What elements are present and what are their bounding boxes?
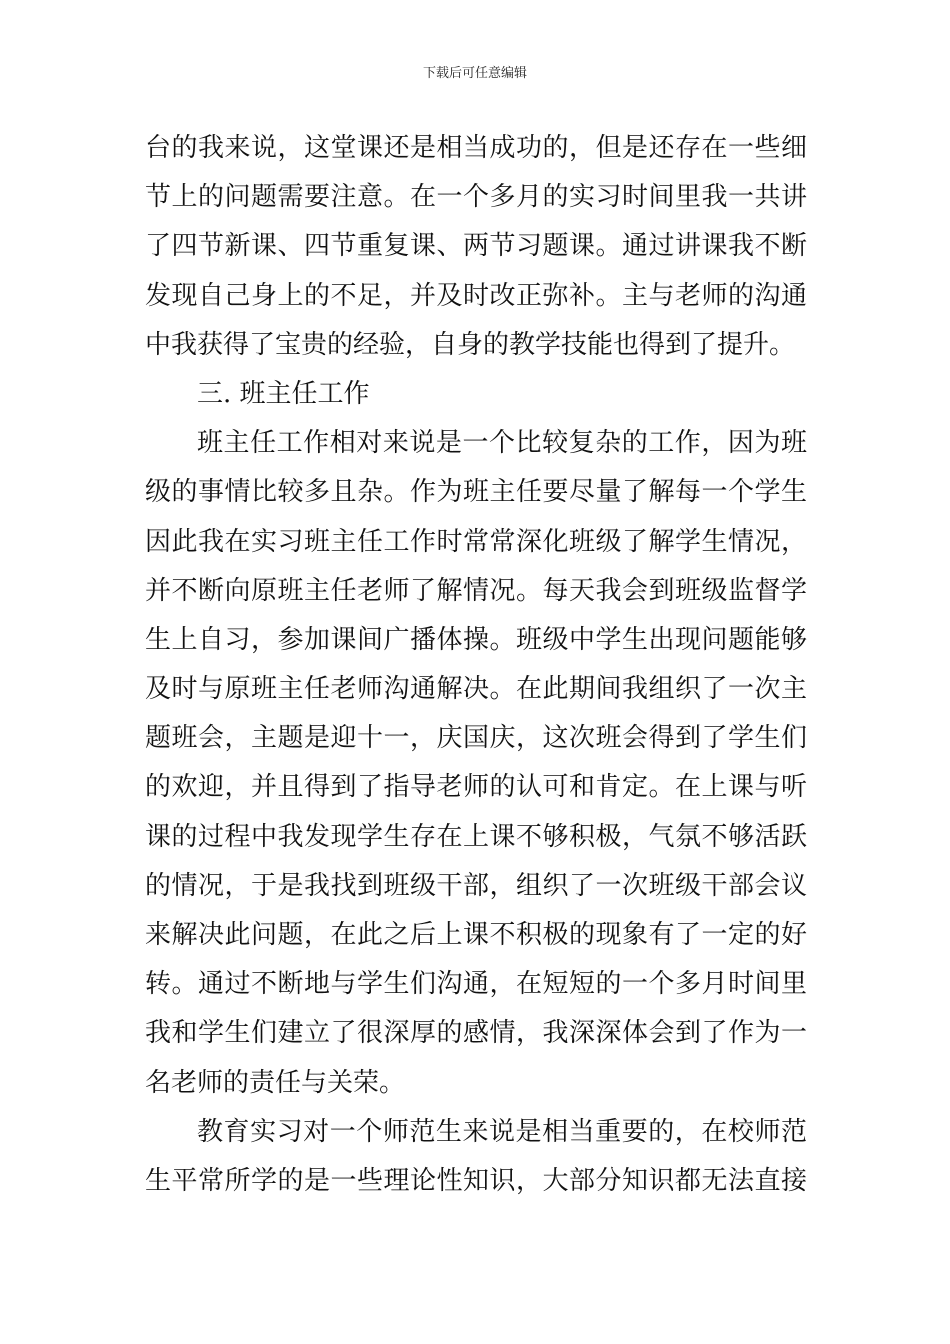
paragraph-line: 节上的问题需要注意。在一个多月的实习时间里我一共讲	[145, 182, 807, 213]
paragraph-line: 发现自己身上的不足，并及时改正弥补。主与老师的沟通	[145, 280, 807, 311]
paragraph-line: 生平常所学的是一些理论性知识，大部分知识都无法直接	[145, 1165, 807, 1196]
paragraph-line: 的情况，于是我找到班级干部，组织了一次班级干部会议	[145, 870, 807, 901]
document-body	[145, 124, 807, 1206]
paragraph-line: 转。通过不断地与学生们沟通，在短短的一个多月时间里	[145, 969, 807, 1000]
paragraph-line: 题班会，主题是迎十一，庆国庆，这次班会得到了学生们	[145, 723, 807, 754]
paragraph-line: 我和学生们建立了很深厚的感情，我深深体会到了作为一	[145, 1018, 807, 1049]
paragraph-line: 课的过程中我发现学生存在上课不够积极，气氛不够活跃	[145, 821, 807, 852]
paragraph-line: 的欢迎，并且得到了指导老师的认可和肯定。在上课与听	[145, 772, 807, 803]
paragraph-line: 中我获得了宝贵的经验，自身的教学技能也得到了提升。	[145, 329, 796, 360]
paragraph-line: 生上自习，参加课间广播体操。班级中学生出现问题能够	[145, 624, 807, 655]
paragraph-line: 并不断向原班主任老师了解情况。每天我会到班级监督学	[145, 575, 807, 606]
paragraph-line: 名老师的责任与关荣。	[145, 1067, 406, 1098]
paragraph-line: 了四节新课、四节重复课、两节习题课。通过讲课我不断	[145, 231, 807, 262]
paragraph-line: 教育实习对一个师范生来说是相当重要的，在校师范	[197, 1116, 807, 1147]
section-heading: 三. 班主任工作	[197, 378, 370, 409]
page-header: 下载后可任意编辑	[422, 66, 527, 81]
paragraph-line: 因此我在实习班主任工作时常常深化班级了解学生情况，	[145, 526, 807, 557]
paragraph-line: 级的事情比较多且杂。作为班主任要尽量了解每一个学生	[145, 477, 807, 508]
paragraph-line: 及时与原班主任老师沟通解决。在此期间我组织了一次主	[145, 674, 807, 705]
paragraph-line: 班主任工作相对来说是一个比较复杂的工作，因为班	[197, 428, 807, 459]
paragraph-line: 台的我来说，这堂课还是相当成功的，但是还存在一些细	[145, 133, 807, 163]
paragraph-line: 来解决此问题，在此之后上课不积极的现象有了一定的好	[145, 920, 807, 950]
